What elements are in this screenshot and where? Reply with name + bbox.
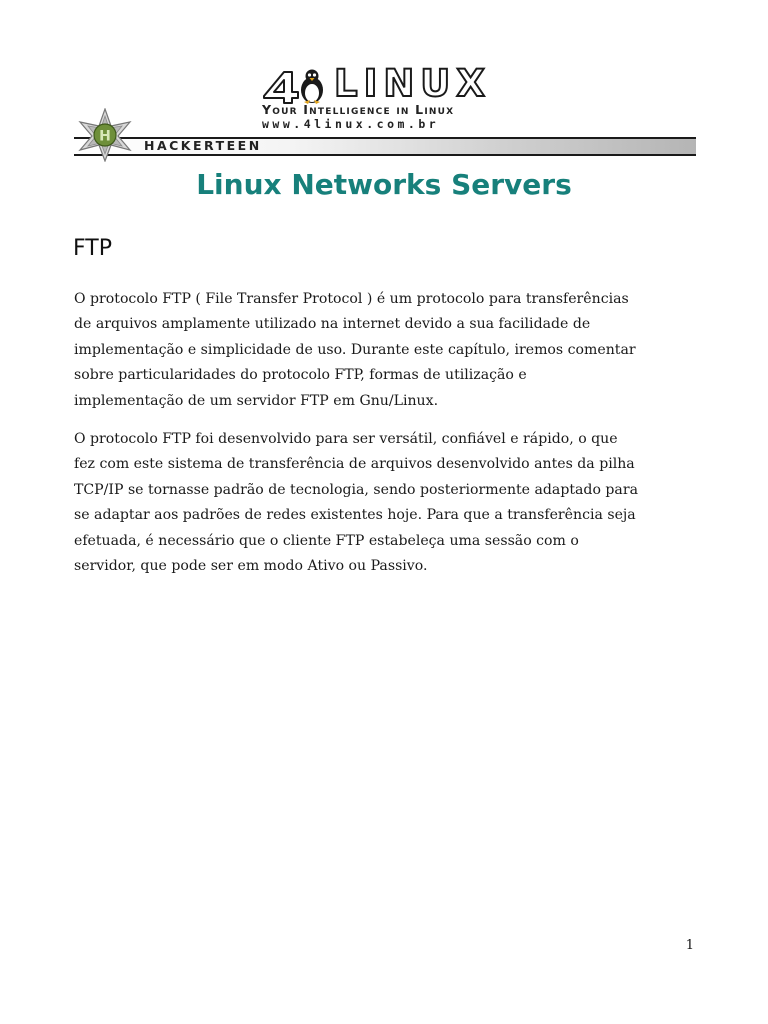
site-url: www.4linux.com.br (262, 117, 440, 131)
star-badge-icon (78, 108, 132, 162)
text-line: TCP/IP se tornasse padrão de tecnologia, sendo posteriormente adaptado para (74, 481, 638, 498)
text-line: fez com este sistema de transferência de arquivos desenvolvido antes da pilha (74, 456, 635, 473)
page-number: 1 (685, 938, 694, 953)
text-line: se adaptar aos padrões de redes existentes hoje. Para que a transferência seja (74, 507, 636, 524)
text-line: O protocolo FTP foi desenvolvido para ser versátil, confiável e rápido, o que (74, 431, 618, 447)
paragraph-1 (74, 287, 699, 414)
text-line: O protocolo FTP ( File Transfer Protocol ) é um protocolo para transferências (74, 291, 629, 307)
text-line: implementação e simplicidade de uso. Durante este capítulo, iremos comentar (74, 341, 636, 358)
text-line: sobre particularidades do protocolo FTP, formas de utilização e (74, 367, 527, 384)
document-title: Linux Networks Servers (196, 168, 572, 201)
paragraph-2 (74, 427, 699, 579)
text-line: de arquivos amplamente utilizado na internet devido a sua facilidade de (74, 316, 591, 333)
text-line: efetuada, é necessário que o cliente FTP estabeleça uma sessão com o (74, 532, 579, 549)
badge-letter: H (99, 128, 111, 145)
logo-wordmark: LINUX (334, 62, 491, 105)
logo-tagline: Your Intelligence in Linux (262, 102, 455, 117)
text-line: servidor, que pode ser em modo Ativo ou Passivo. (74, 558, 428, 575)
page-header (0, 0, 768, 165)
text-line: implementação de um servidor FTP em Gnu/Linux. (74, 392, 439, 409)
section-heading: FTP (73, 236, 112, 261)
brand-bar-label: HACKERTEEN (144, 138, 262, 153)
penguin-icon (262, 68, 332, 104)
